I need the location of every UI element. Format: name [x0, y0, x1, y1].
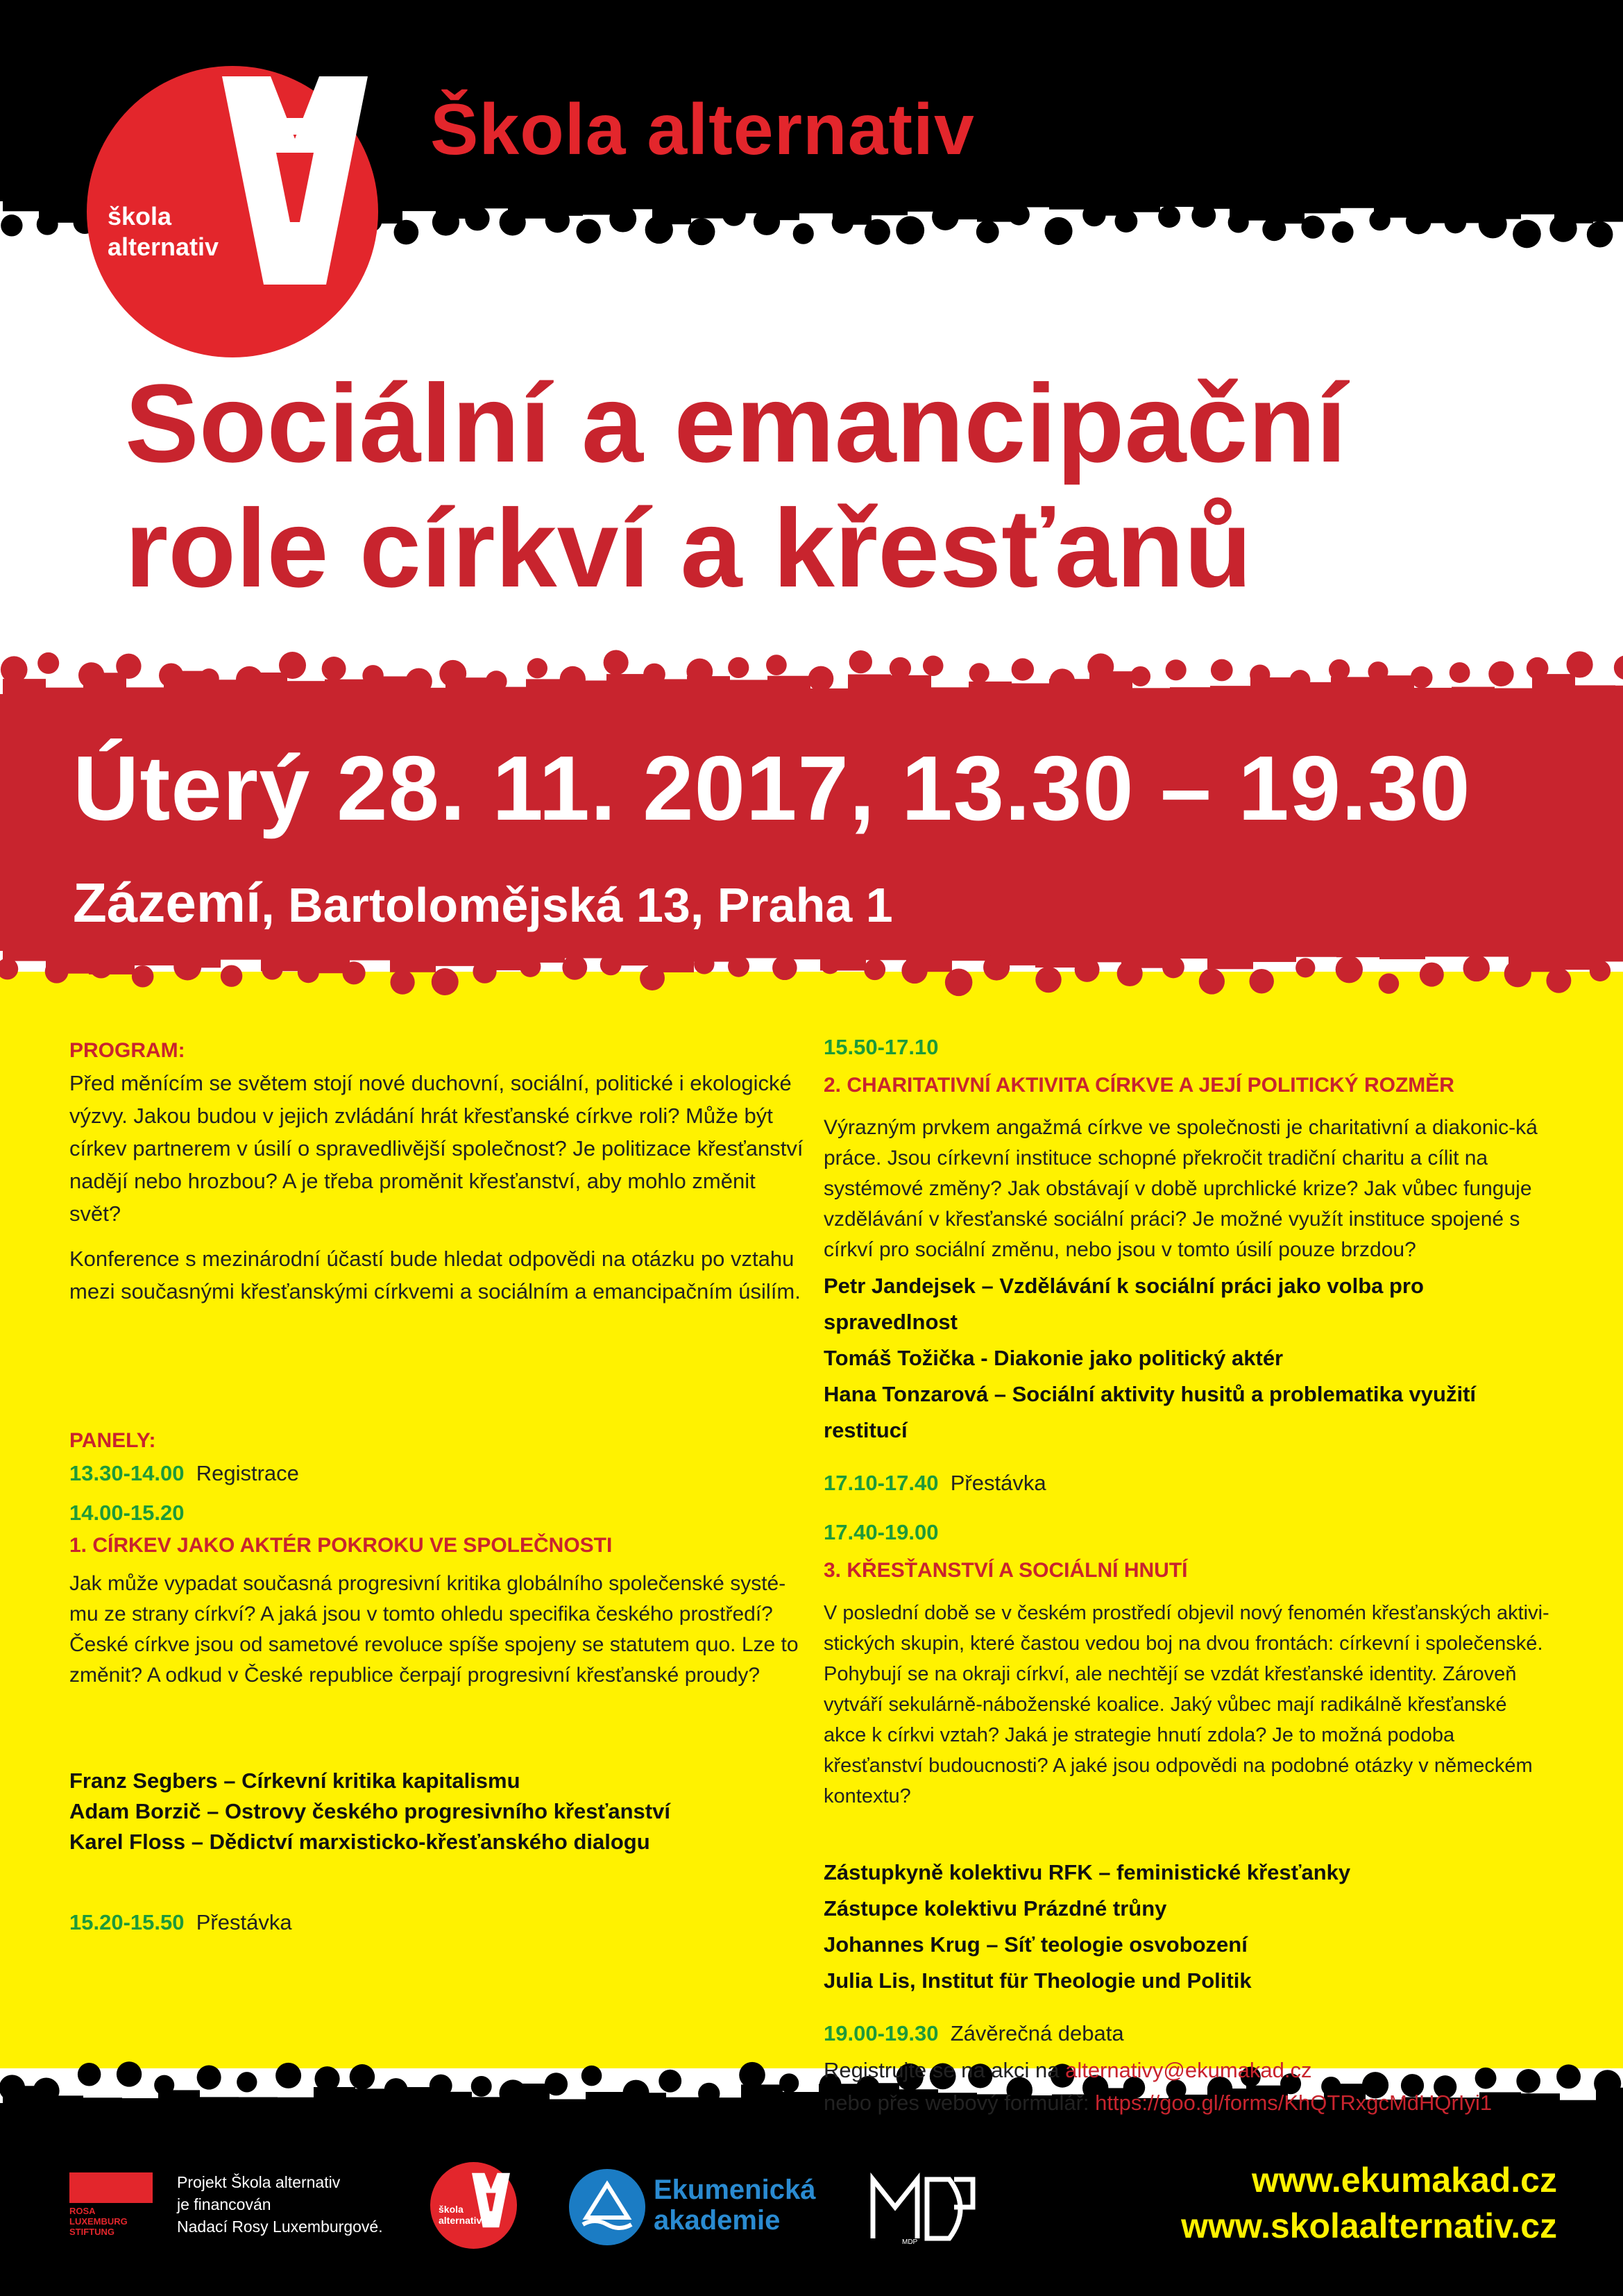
website-skolaalternativ[interactable]: www.skolaalternativ.cz	[1181, 2206, 1557, 2245]
program-right-column	[824, 1031, 1552, 2119]
ecumenical-academy-name	[654, 2175, 815, 2236]
registration-info	[824, 2054, 1552, 2086]
event-date: Úterý 28. 11. 2017, 13.30 – 19.30	[73, 737, 1471, 839]
venue-address: , Bartolomějská 13, Praha 1	[261, 878, 893, 932]
eku-line2: akademie	[654, 2205, 781, 2236]
panel3-speaker: Zástupce kolektivu Prázdné trůny	[824, 1896, 1167, 1921]
break1-slot	[69, 1906, 805, 1939]
panel2-title: 2. CHARITATIVNÍ AKTIVITA CÍRKVE A JEJÍ POLITICKÝ ROZMĚR	[824, 1074, 1454, 1097]
logo-label	[108, 201, 219, 262]
website-ekumakad[interactable]: www.ekumakad.cz	[1252, 2161, 1557, 2200]
panel3-title: 3. KŘESŤANSTVÍ A SOCIÁLNÍ HNUTÍ	[824, 1559, 1188, 1582]
small-logo-line2: alternativ	[439, 2215, 482, 2226]
eku-line1: Ekumenická	[654, 2175, 816, 2205]
registration-form-info	[824, 2086, 1552, 2119]
event-venue	[73, 871, 893, 935]
ecumenical-academy-icon	[569, 2169, 645, 2245]
small-logo-line1: škola	[439, 2204, 464, 2215]
panel3-speaker: Julia Lis, Institut für Theologie und Politik	[824, 1968, 1252, 1993]
panel3-time: 17.40-19.00	[824, 1520, 939, 1544]
event-title-line1: Sociální a emancipační	[125, 361, 1347, 485]
mdp-logo-text: MDP	[902, 2238, 918, 2245]
mdp-logo-icon	[867, 2169, 978, 2245]
logo-label-line1: škola	[108, 202, 172, 230]
panel1-text: Jak může vypadat současná progresivní kritika globálního společenské systé-mu ze strany církví? A jaká jsou v tomto ohledu specifika českého prostředí? České církve jsou od sametové revoluce spíše spojeny se statutem quo. Lze to změnit? A odkud v České republice čerpají progresivní křesťanské proudy?	[69, 1572, 799, 1687]
break2-label: Přestávka	[950, 1471, 1046, 1495]
register-form-link[interactable]: https://goo.gl/forms/KhQTRxgcMdHQrIyi1	[1095, 2091, 1493, 2115]
panel3-speaker: Zástupkyně kolektivu RFK – feministické křesťanky	[824, 1860, 1351, 1884]
torn-edge-red-top	[0, 652, 1623, 708]
registration-slot	[69, 1457, 805, 1489]
break2-time: 17.10-17.40	[824, 1471, 939, 1495]
program-left-column	[69, 1034, 805, 1939]
panel2-speaker: Tomáš Tožička - Diakonie jako politický aktér	[824, 1346, 1284, 1370]
torn-edge-red-bottom	[0, 944, 1623, 1006]
event-title-line2: role církví a křesťanů	[125, 486, 1252, 610]
registration-label: Registrace	[196, 1461, 299, 1485]
funding-note-line3: Nadací Rosy Luxemburgové.	[177, 2218, 383, 2236]
funding-note	[177, 2171, 383, 2238]
break1-time: 15.20-15.50	[69, 1910, 185, 1934]
footer-websites	[1181, 2157, 1557, 2249]
closing-slot	[824, 2017, 1552, 2050]
venue-place: Zázemí	[73, 872, 262, 934]
event-title	[125, 361, 1582, 611]
panel1-speaker: Adam Borzič – Ostrovy českého progresivního křesťanství	[69, 1799, 670, 1823]
panel1-speaker: Franz Segbers – Církevní kritika kapitalismu	[69, 1769, 520, 1793]
closing-label: Závěrečná debata	[950, 2021, 1124, 2045]
break1-label: Přestávka	[196, 1910, 292, 1934]
registration-time: 13.30-14.00	[69, 1461, 185, 1485]
program-intro-paragraph1: Před měnícím se světem stojí nové duchovní, sociální, politické i ekologické výzvy. Jakou budou v jejich zvládání hrát křesťanské církve roli? Může být církev partnerem v úsilí o spravedlivější společnost? Je politizace křesťanství nadějí nebo hrozbou? A je třeba proměnit křesťanství, aby mohlo změnit svět?	[69, 1071, 804, 1226]
program-intro-paragraph2: Konference s mezinárodní účastí bude hledat odpovědi na otázku po vztahu mezi současnými křesťanskými církvemi a sociálním a emancipačním úsilím.	[69, 1247, 801, 1303]
funding-note-line1: Projekt Škola alternativ	[177, 2173, 341, 2191]
panel2-speaker: Hana Tonzarová – Sociální aktivity husitů a problematika využití restitucí	[824, 1382, 1477, 1442]
panel1-speaker: Karel Floss – Dědictví marxisticko-křesťanského dialogu	[69, 1830, 650, 1854]
small-inverted-a-icon	[472, 2172, 510, 2228]
panel3-speaker: Johannes Krug – Síť teologie osvobození	[824, 1932, 1248, 1957]
panel3-text: V poslední době se v českém prostředí objevil nový fenomén křesťanských aktivi-stických skupin, které častou vedou boj na dvou frontách: církevní i společenské. Pohybují se na okraji církví, ale nechtějí se vzdát křesťanské identity. Zároveň vytváří sekulárně-náboženské koalice. Jaký vůbec mají radikálně křesťanské akce k církvi vztah? Jaká je strategie hnutí zdola? Je to možná podoba křesťanství budoucnosti? A jaké jsou odpovědi na podobné otázky v německém kontextu?	[824, 1602, 1549, 1807]
register-text: Registrujte se na akci na	[824, 2058, 1066, 2082]
register-form-text: nebo přes webový formulář:	[824, 2091, 1096, 2115]
program-label: PROGRAM:	[69, 1039, 185, 1062]
register-email-link[interactable]: alternativy@ekumakad.cz	[1065, 2058, 1312, 2082]
logo-label-line2: alternativ	[108, 233, 219, 261]
panel2-text: Výrazným prvkem angažmá církve ve společnosti je charitativní a diakonic-ká práce. Jsou církevní instituce schopné překročit tradiční charitu a cílit na systémové změny? Jak obstávají v době uprchlické krize? Jak vůbec funguje vzdělávání v křesťanské sociální práci? Je možné využít instituce spojené s církví pro sociální změnu, nebo jsou v tomto úsilí pouze brzdou?	[824, 1116, 1538, 1261]
rosa-logo-bar	[69, 2172, 153, 2203]
rosa-logo-text: ROSA LUXEMBURG STIFTUNG	[69, 2206, 128, 2237]
panel2-speaker: Petr Jandejsek – Vzdělávání k sociální práci jako volba pro spravedlnost	[824, 1274, 1424, 1334]
panel1-title: 1. CÍRKEV JAKO AKTÉR POKROKU VE SPOLEČNOSTI	[69, 1534, 613, 1557]
panel2-time: 15.50-17.10	[824, 1035, 939, 1059]
panels-label: PANELY:	[69, 1429, 156, 1452]
brand-title: Škola alternativ	[430, 90, 975, 170]
funding-note-line2: je financován	[177, 2195, 271, 2213]
rosa-luxemburg-logo	[69, 2172, 153, 2237]
closing-time: 19.00-19.30	[824, 2021, 939, 2045]
panel1-time: 14.00-15.20	[69, 1501, 185, 1525]
inverted-a-logo-icon	[222, 76, 368, 285]
break2-slot	[824, 1467, 1552, 1499]
